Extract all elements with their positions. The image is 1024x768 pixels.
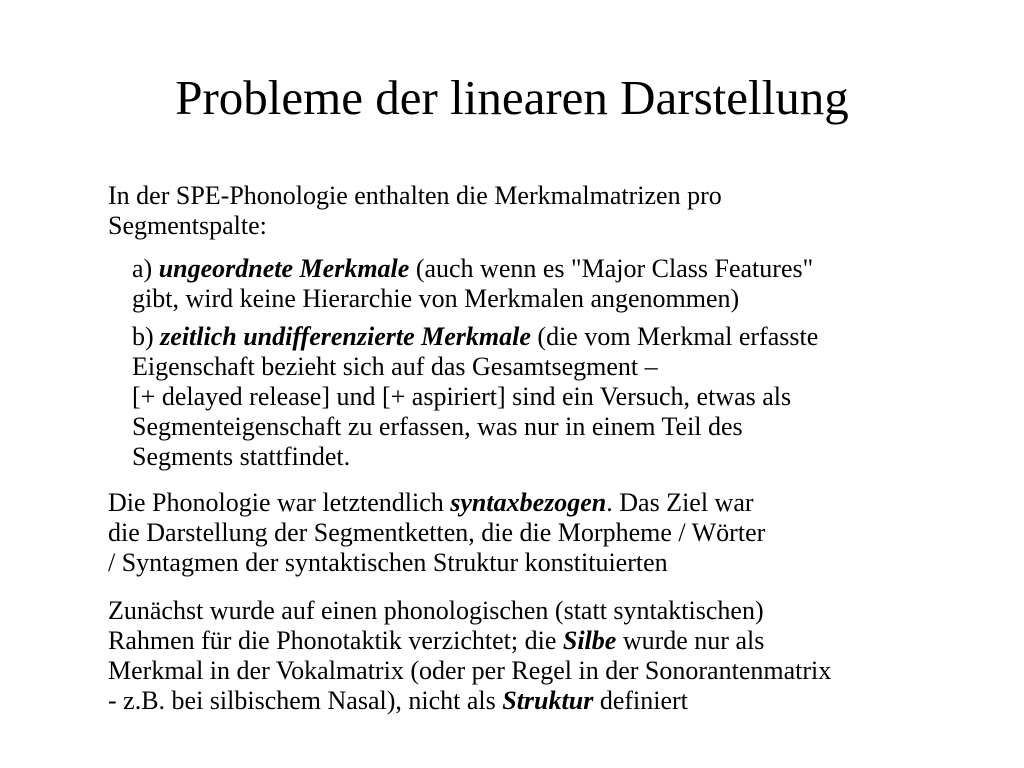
item-a-line-1-rest: (auch wenn es "Major Class Features" bbox=[409, 254, 814, 283]
syllable-line-4 bbox=[108, 686, 1013, 716]
silbe-emphasis: Silbe bbox=[562, 626, 617, 655]
item-a-line-2: gibt, wird keine Hierarchie von Merkmalen angenommen) bbox=[132, 284, 740, 313]
syntax-line-1-start: Die Phonologie war letztendlich bbox=[108, 488, 451, 517]
item-b-line-1 bbox=[132, 322, 992, 352]
struktur-emphasis: Struktur bbox=[502, 686, 594, 715]
syllable-line-2-start: Rahmen für die Phonotaktik verzichtet; die bbox=[108, 626, 563, 655]
intro-paragraph bbox=[108, 181, 968, 241]
slide-title: Probleme der linearen Darstellung bbox=[175, 70, 849, 125]
syntax-line-3: / Syntagmen der syntaktischen Struktur konstituierten bbox=[108, 548, 668, 577]
item-b-line-2: Eigenschaft bezieht sich auf das Gesamtsegment – bbox=[132, 352, 658, 381]
syntax-line-1-end: . Das Ziel war bbox=[606, 488, 754, 517]
syntax-line-1 bbox=[108, 488, 988, 518]
item-b-line-3: [+ delayed release] und [+ aspiriert] sind ein Versuch, etwas als bbox=[132, 382, 792, 411]
item-a-line-1 bbox=[132, 254, 992, 284]
syllable-line-2-end: wurde nur als bbox=[616, 626, 765, 655]
item-a-paragraph bbox=[132, 254, 992, 314]
syntax-emphasis: syntaxbezogen bbox=[450, 488, 607, 517]
syntax-line-2: die Darstellung der Segmentketten, die die Morpheme / Wörter bbox=[108, 518, 766, 547]
intro-line-2: Segmentspalte: bbox=[108, 211, 267, 240]
item-b-line-5: Segments stattfindet. bbox=[132, 442, 351, 471]
item-a-emphasis: ungeordnete Merkmale bbox=[158, 254, 410, 283]
item-b-line-4: Segmenteigenschaft zu erfassen, was nur in einem Teil des bbox=[132, 412, 743, 441]
item-b-line-1-rest: (die vom Merkmal erfasste bbox=[530, 322, 819, 351]
item-b-paragraph bbox=[132, 322, 992, 472]
item-b-emphasis: zeitlich undifferenzierte Merkmale bbox=[160, 322, 531, 351]
item-a-prefix: a) bbox=[132, 254, 159, 283]
syllable-line-2 bbox=[108, 626, 1013, 656]
syntax-paragraph bbox=[108, 488, 988, 578]
intro-line-1: In der SPE-Phonologie enthalten die Merkmalmatrizen pro bbox=[108, 181, 722, 210]
syllable-line-3: Merkmal in der Vokalmatrix (oder per Regel in der Sonorantenmatrix bbox=[108, 656, 832, 685]
syllable-line-1: Zunächst wurde auf einen phonologischen (statt syntaktischen) bbox=[108, 596, 764, 625]
syllable-paragraph bbox=[108, 596, 1013, 716]
syllable-line-4-start: - z.B. bei silbischem Nasal), nicht als bbox=[108, 686, 503, 715]
syllable-line-4-end: definiert bbox=[593, 686, 688, 715]
item-b-prefix: b) bbox=[132, 322, 161, 351]
